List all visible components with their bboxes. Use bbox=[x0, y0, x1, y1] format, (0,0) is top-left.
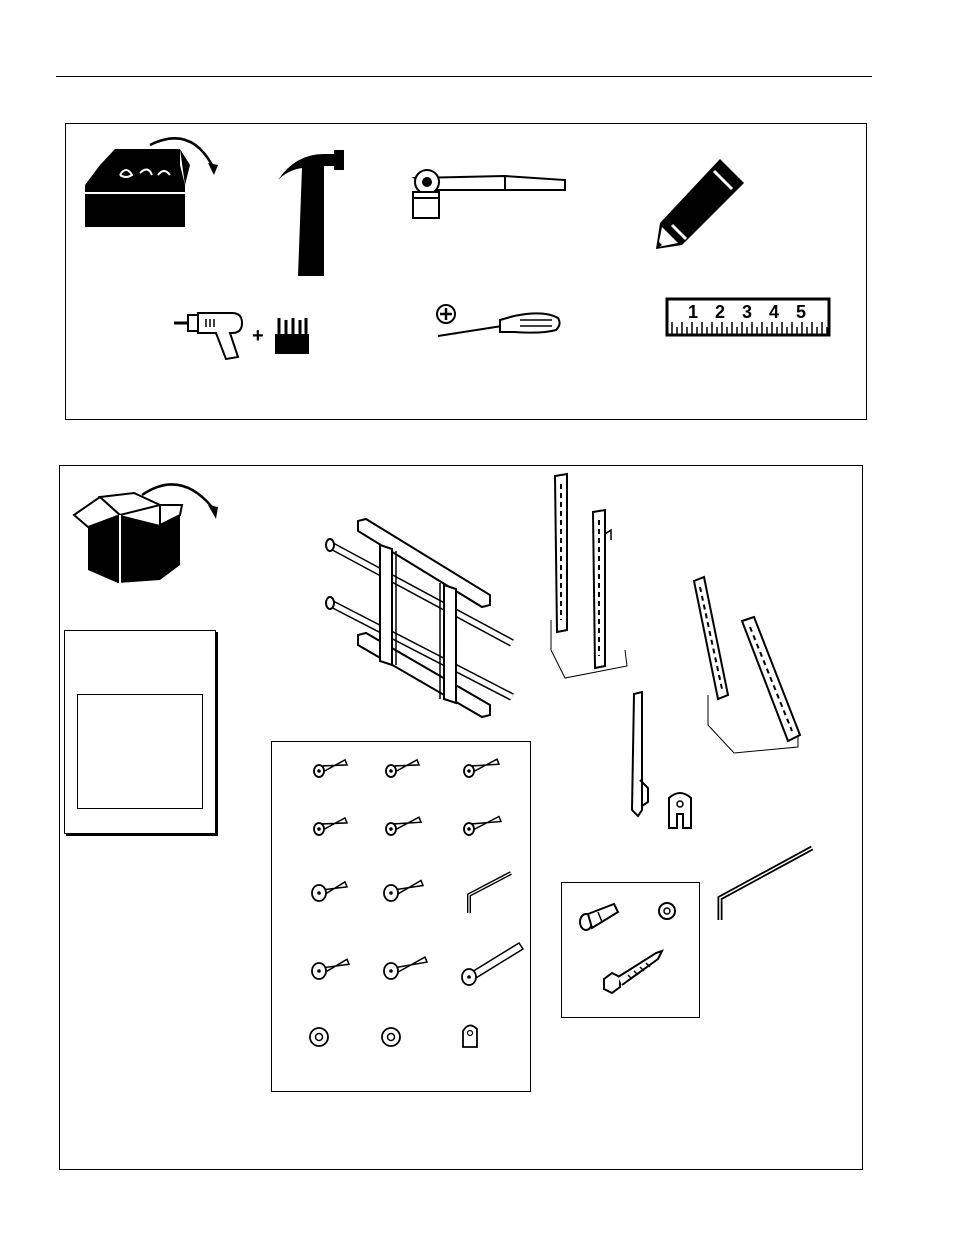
hardware-hex-key bbox=[469, 873, 511, 913]
wall-mount-frame bbox=[322, 515, 522, 720]
hardware-bolt bbox=[464, 817, 501, 836]
large-hex-key bbox=[712, 840, 817, 925]
phillips-screwdriver-icon bbox=[424, 300, 564, 345]
socket-wrench-icon bbox=[405, 168, 570, 223]
hardware-bolt bbox=[314, 818, 347, 835]
vertical-bracket-pair-angled bbox=[690, 575, 805, 760]
toolbox-icon bbox=[80, 135, 225, 230]
hardware-clip bbox=[463, 1025, 477, 1047]
washer bbox=[656, 900, 678, 922]
hardware-bolt bbox=[386, 760, 419, 777]
hardware-bolt bbox=[384, 957, 427, 979]
pencil-icon bbox=[652, 155, 752, 253]
hardware-spacer bbox=[310, 1028, 328, 1046]
hardware-bolt bbox=[314, 760, 347, 777]
safety-strap bbox=[626, 690, 656, 820]
plus-sign: + bbox=[252, 325, 264, 347]
hardware-long-bolt bbox=[462, 943, 523, 985]
instruction-manual bbox=[64, 630, 216, 834]
tape-measure-icon bbox=[666, 298, 831, 338]
hardware-spacer bbox=[382, 1028, 400, 1046]
drill-bits-icon bbox=[273, 316, 311, 356]
locking-clip bbox=[665, 788, 695, 830]
hardware-bag-contents bbox=[271, 741, 531, 1092]
hardware-bolt bbox=[384, 881, 423, 902]
hammer-icon bbox=[276, 148, 351, 278]
lag-bolt bbox=[600, 945, 665, 995]
wall-anchor bbox=[578, 898, 620, 932]
ruler-digit-3: 3 bbox=[742, 302, 753, 322]
hardware-bolt bbox=[312, 959, 349, 979]
manual-cover-frame bbox=[77, 694, 203, 809]
hardware-bolt bbox=[312, 882, 347, 901]
ruler-digit-5: 5 bbox=[796, 302, 807, 322]
header-rule bbox=[56, 76, 872, 77]
ruler-digit-1: 1 bbox=[688, 302, 699, 322]
vertical-bracket-pair-upright bbox=[545, 470, 635, 690]
hardware-bolt bbox=[386, 817, 421, 835]
ruler-digit-4: 4 bbox=[769, 302, 780, 322]
hardware-bolt bbox=[464, 759, 499, 777]
ruler-digit-2: 2 bbox=[715, 302, 726, 322]
open-box-icon bbox=[70, 475, 225, 585]
